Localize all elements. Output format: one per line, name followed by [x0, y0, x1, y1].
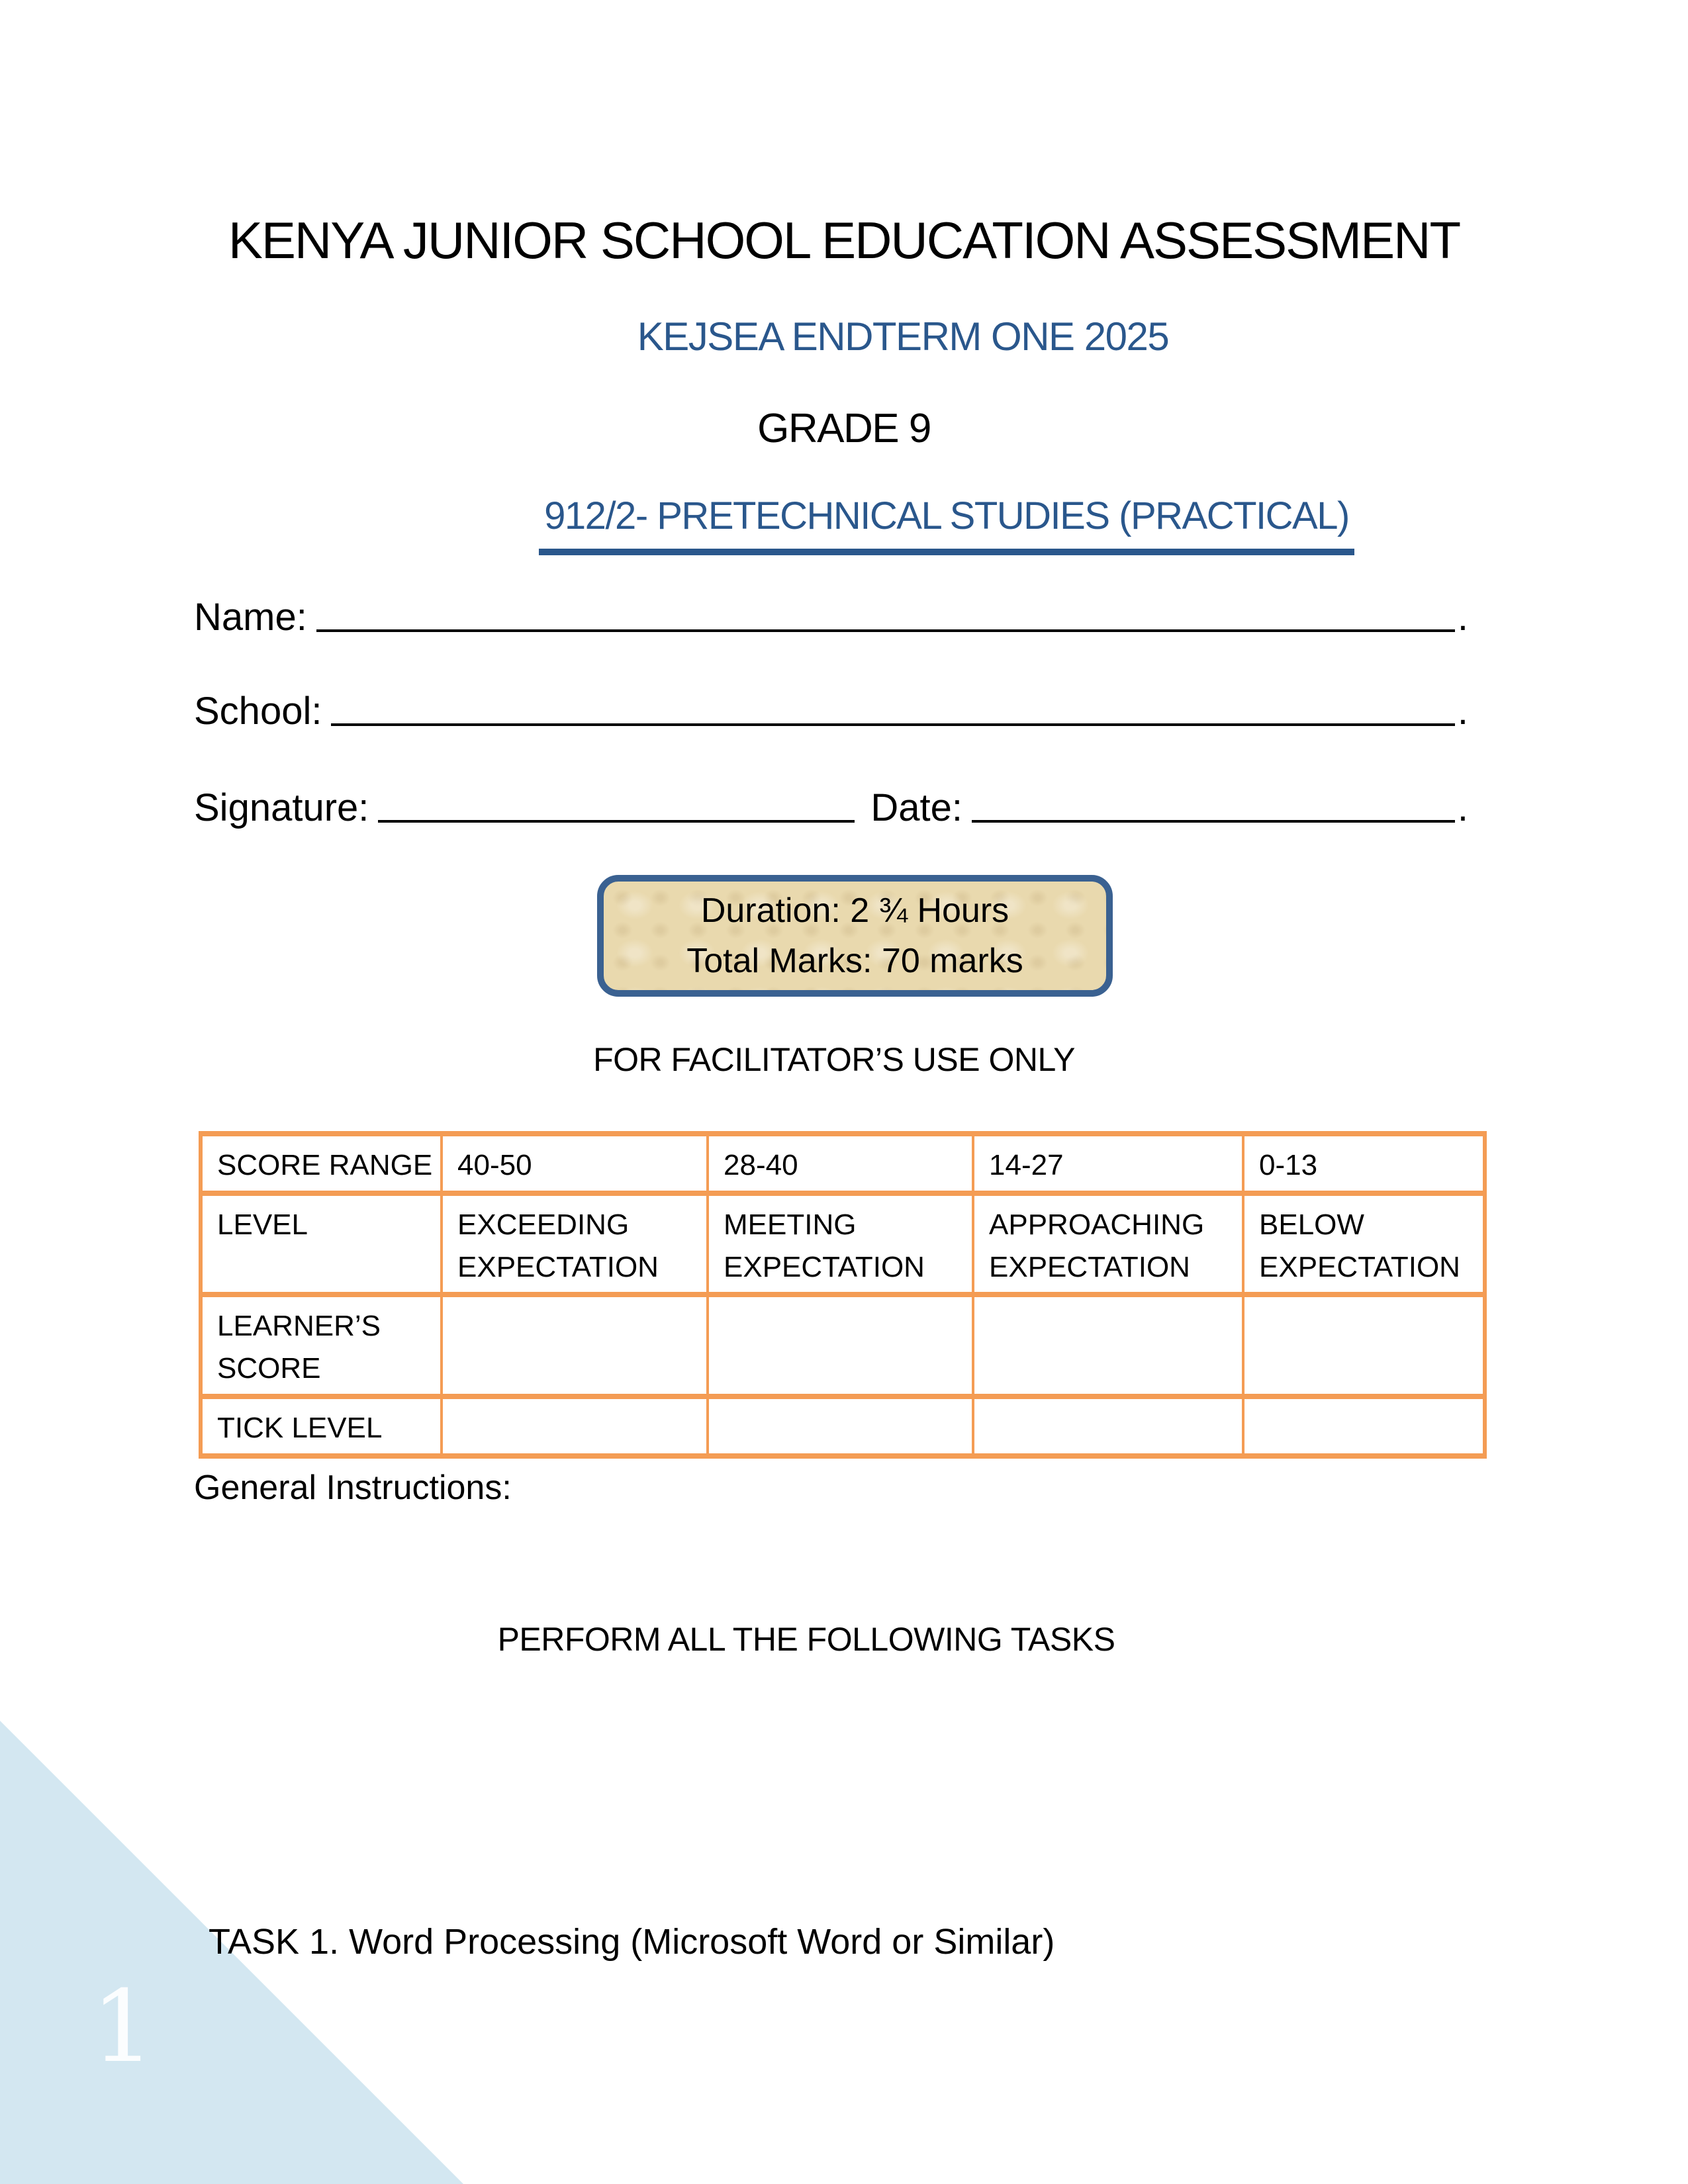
facilitator-use-heading: FOR FACILITATOR’S USE ONLY [593, 1041, 1075, 1078]
table-cell: TICK LEVEL [201, 1396, 442, 1456]
facilitator-score-table [199, 1131, 1487, 1459]
school-label: School: [194, 690, 322, 733]
assessment-series-subtitle: KEJSEA ENDTERM ONE 2025 [637, 314, 1169, 359]
table-row-learners-score [201, 1295, 1485, 1396]
line-terminator: . [1457, 596, 1468, 639]
table-cell: MEETING EXPECTATION [708, 1193, 973, 1295]
table-cell: 14-27 [973, 1134, 1243, 1193]
total-marks-text: Total Marks: 70 marks [686, 942, 1023, 980]
name-field-row [194, 596, 1468, 640]
table-cell: LEVEL [201, 1193, 442, 1295]
table-cell [442, 1396, 708, 1456]
paper-heading-wrap [205, 494, 1688, 555]
school-field-row [194, 690, 1468, 734]
name-label: Name: [194, 596, 307, 639]
table-cell [442, 1295, 708, 1396]
signature-label: Signature: [194, 786, 369, 829]
line-terminator: . [1457, 690, 1468, 733]
table-cell: APPROACHING EXPECTATION [973, 1193, 1243, 1295]
page-number: 1 [91, 1970, 155, 2085]
table-cell [708, 1396, 973, 1456]
paper-code-heading: 912/2- PRETECHNICAL STUDIES (PRACTICAL) [539, 494, 1354, 555]
name-blank-line [316, 629, 1455, 632]
table-cell: EXCEEDING EXPECTATION [442, 1193, 708, 1295]
table-cell: 0-13 [1243, 1134, 1485, 1193]
table-cell: 40-50 [442, 1134, 708, 1193]
date-label: Date: [870, 786, 963, 829]
table-cell [973, 1396, 1243, 1456]
table-cell: SCORE RANGE [201, 1134, 442, 1193]
general-instructions-label: General Instructions: [194, 1469, 512, 1507]
perform-tasks-heading: PERFORM ALL THE FOLLOWING TASKS [497, 1621, 1115, 1658]
table-row-score-range [201, 1134, 1485, 1193]
table-cell [973, 1295, 1243, 1396]
table-cell [708, 1295, 973, 1396]
document-title: KENYA JUNIOR SCHOOL EDUCATION ASSESSMENT [228, 211, 1460, 269]
table-cell: LEARNER’S SCORE [201, 1295, 442, 1396]
table-cell [1243, 1295, 1485, 1396]
table-row-tick-level [201, 1396, 1485, 1456]
table-cell [1243, 1396, 1485, 1456]
table-row-level [201, 1193, 1485, 1295]
date-blank-line [972, 820, 1455, 823]
table-cell: BELOW EXPECTATION [1243, 1193, 1485, 1295]
duration-marks-box [597, 875, 1113, 997]
grade-heading: GRADE 9 [757, 406, 931, 451]
duration-text: Duration: 2 ¾ Hours [700, 891, 1009, 930]
table-cell: 28-40 [708, 1134, 973, 1193]
school-blank-line [331, 723, 1454, 726]
signature-date-field-row [194, 786, 1468, 831]
task1-heading: TASK 1. Word Processing (Microsoft Word or Similar) [209, 1922, 1055, 1962]
line-terminator: . [1457, 786, 1468, 829]
signature-blank-line [378, 820, 855, 823]
